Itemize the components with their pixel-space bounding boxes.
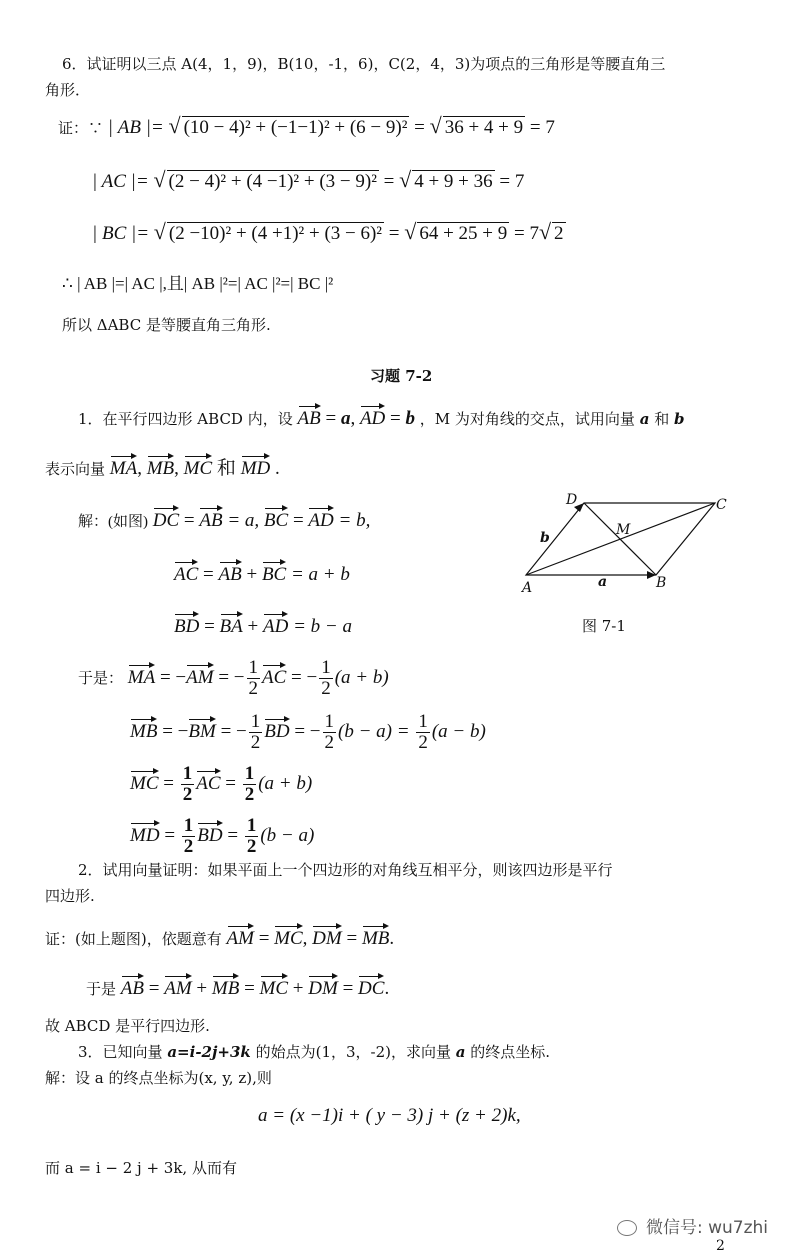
watermark: 微信号: wu7zhi — [617, 1213, 768, 1238]
page-number: 2 — [716, 1238, 725, 1254]
label-b-vertex: B — [656, 575, 667, 591]
exercise-title: 习题 7-2 — [370, 367, 433, 385]
q2-line1: 2．试用向量证明：如果平面上一个四边形的对角线互相平分，则该四边形是平行 — [78, 861, 613, 879]
mb-line: MB = −BM = − $\frac{1}{2}$ BD = − $\frac{1}{2}$ (b − a) = $\frac{1}{2}$ (a − b) — [130, 711, 486, 753]
arrow-ab — [647, 571, 656, 579]
q2-line2: 四边形. — [45, 887, 95, 905]
q3-equation: a = (x −1)i + ( y − 3) j + (z + 2)k, — [258, 1105, 521, 1126]
q2-conclusion: 故 ABCD 是平行四边形. — [45, 1017, 210, 1035]
q1-line1: 1．在平行四边形 ABCD 内，设 AB = a, AD = b ，M 为对角线的交点，试用向量 a 和 b — [78, 408, 685, 429]
label-m: M — [616, 522, 631, 538]
figure-caption: 图 7-1 — [582, 617, 626, 635]
label-a-vertex: A — [522, 580, 533, 596]
q2-then: 于是 AB = AM + MB = MC + DM = DC. — [86, 978, 390, 999]
ma-line: 于是： MA = −AM = − $\frac{1}{2}$ AC = − $\frac{1}{2}$ (a + b) — [78, 657, 389, 699]
label-vec-a: a — [598, 574, 608, 590]
q3-last-line: 而 a = i − 2 j + 3k, 从而有 — [45, 1159, 237, 1177]
q3-line1: 3．已知向量 a=i-2j+3k 的始点为(1，3，-2)，求向量 a 的终点坐标. — [78, 1043, 551, 1061]
eq-ac: | AC |= √ (2 − 4)² + (4 −1)² + (3 − 9)² = √ 4 + 9 + 36 = 7 — [92, 167, 525, 192]
q3-solution: 解：设 a 的终点坐标为(x, y, z),则 — [45, 1069, 272, 1087]
label-d: D — [566, 492, 578, 508]
therefore-line: ∴ | AB |=| AC |,且| AB |²=| AC |²=| BC |² — [62, 274, 334, 293]
mc-line: MC = $\frac{1}{2}$ AC = $\frac{1}{2}$ (a + b) — [130, 763, 313, 805]
eq-bc: | BC |= √ (2 −10)² + (4 +1)² + (3 − 6)² = √ 64 + 25 + 9 = 7√ 2 — [92, 219, 564, 244]
problem6-line1: 6．试证明以三点 A(4，1，9)，B(10，-1，6)，C(2，4，3)为项点的三角形是等腰直角三 — [62, 55, 666, 73]
eq-ab: 证：∵ | AB |= √ (10 − 4)² + (−1−1)² + (6 − 9)² = √ 36 + 4 + 9 = 7 — [58, 113, 555, 138]
sol-line3: BD = BA + AD = b − a — [174, 616, 352, 637]
sol-line1: 解：(如图) DC = AB = a, BC = AD = b, — [78, 510, 371, 531]
q1-line2: 表示向量 MA, MB, MC 和 MD . — [45, 458, 280, 479]
problem6-line2: 角形． — [45, 81, 91, 99]
wechat-icon — [617, 1220, 637, 1236]
conclusion-line: 所以 ΔABC 是等腰直角三角形. — [62, 316, 271, 334]
sol-line2: AC = AB + BC = a + b — [174, 564, 350, 585]
label-c: C — [716, 497, 727, 513]
md-line: MD = $\frac{1}{2}$ BD = $\frac{1}{2}$ (b − a) — [130, 815, 315, 857]
label-vec-b: b — [540, 530, 550, 546]
proof-label: 证：∵ — [58, 121, 104, 137]
q2-proof: 证：(如上题图)，依题意有 AM = MC, DM = MB. — [45, 928, 395, 949]
